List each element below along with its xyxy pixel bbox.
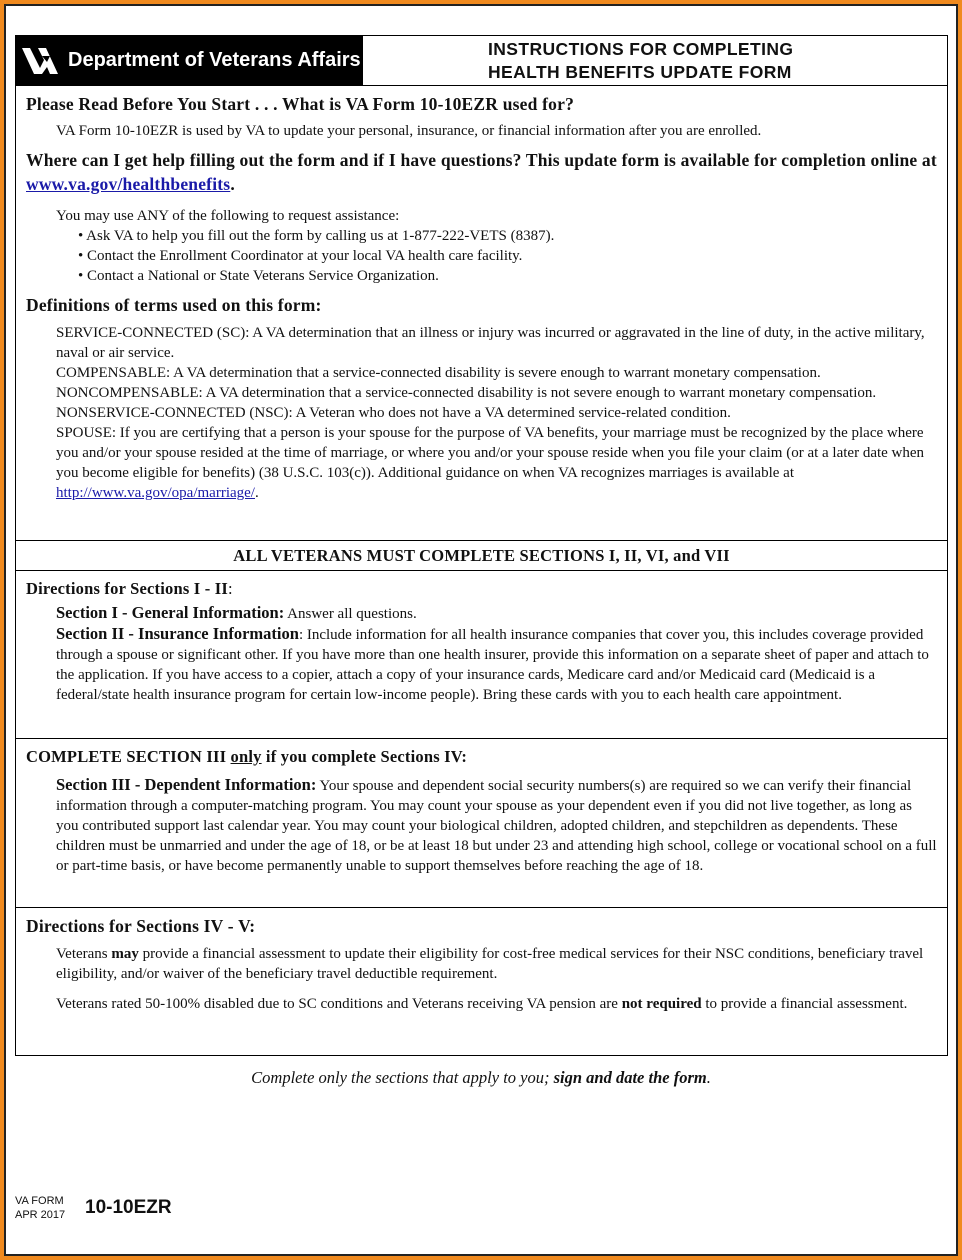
instructions-form (15, 35, 948, 1056)
va-brand (16, 36, 363, 85)
section-1-label: Section I - General Information: (56, 603, 285, 622)
sec12-heading-text: Directions for Sections I - II (26, 579, 229, 598)
section-3-text (26, 775, 937, 876)
sec3-heading-only: only (230, 747, 262, 766)
p1a: Veterans (56, 946, 112, 962)
va-logo-icon (20, 44, 60, 78)
help-bullet: • Contact the Enrollment Coordinator at your local VA health care facility. (78, 248, 523, 264)
section-3-desc: Your spouse and dependent social security numbers(s) are required so we can verify their financial information through a computer-matching program. You may count your spouse as your dependent even if you did not live together, as long as you contributed support last calendar year. You may count your biological children, adopted children, and stepchildren as dependents. These children must be unmarried and under the age of 18, or be at least 18 but under 23 and attending high school, college or vocational school on a full or part-time basis, or have become permanently unable to support themselves before reaching the age of 18. (56, 778, 937, 874)
form-header (16, 36, 947, 86)
note-c: . (706, 1068, 711, 1087)
intro-text: VA Form 10-10EZR is used by VA to update your personal, insurance, or financial information after you are enrolled. (56, 123, 762, 139)
sec45-para-1 (26, 944, 937, 984)
form-title (363, 36, 947, 85)
definition-sc: SERVICE-CONNECTED (SC): A VA determination that an illness or injury was incurred or aggravated in the line of duty, in the active military, naval or air service. (56, 325, 925, 361)
section-1-desc: Answer all questions. (284, 606, 417, 622)
section-3-label: Section III - Dependent Information: (56, 775, 317, 794)
definitions-heading: Definitions of terms used on this form: (26, 295, 322, 315)
p2c: to provide a financial assessment. (701, 996, 908, 1012)
sec3-heading (26, 745, 937, 769)
sections-1-2 (16, 571, 947, 739)
section-2-text (26, 624, 937, 705)
intro-heading: Please Read Before You Start . . . What is VA Form 10-10EZR used for? (26, 94, 575, 114)
note-b: sign and date the form (553, 1068, 707, 1087)
org-name: Department of Veterans Affairs (68, 49, 361, 71)
marriage-link[interactable]: http://www.va.gov/opa/marriage/ (56, 485, 255, 501)
sections-4-5 (16, 908, 947, 1022)
help-bullet: • Ask VA to help you fill out the form by calling us at 1-877-222-VETS (8387). (78, 228, 555, 244)
form-date: APR 2017 (15, 1209, 66, 1221)
help-heading (26, 148, 937, 196)
footer-note (0, 1068, 962, 1088)
banner (16, 541, 947, 571)
definition-noncompensable: NONCOMPENSABLE: A VA determination that a service-connected disability is not severe enough to warrant monetary compensation. (56, 385, 877, 401)
help-period: . (230, 174, 235, 194)
definition-nsc: NONSERVICE-CONNECTED (NSC): A Veteran who does not have a VA determined service-related condition. (56, 405, 731, 421)
spouse-text: SPOUSE: If you are certifying that a person is your spouse for the purpose of VA benefits, your marriage must be recognized by the place where you and/or your spouse resided at the time of marriage, or where you and/or your spouse reside when you file your claim (or at a later date when you become eligible for benefits) (38 U.S.C. 103(c)). Additional guidance on when VA recognizes marriages is available at (56, 425, 925, 481)
spouse-end: . (254, 485, 259, 501)
note-a: Complete only the sections that apply to you; (251, 1068, 554, 1087)
section-2-desc: : Include information for all health insurance companies that cover you, this includes coverage provided through a spouse or significant other. If you have more than one health insurer, provide this information on a separate sheet of paper and attach to the application. If you have access to a copier, attach a copy of your insurance cards, Medicare card and/or Medicaid card (Medicaid is a federal/state health insurance program for certain low-income people). Bring these cards with you to each health care appointment. (56, 627, 929, 703)
p2a: Veterans rated 50-100% disabled due to SC conditions and Veterans receiving VA pension are (56, 996, 622, 1012)
sec12-colon: : (228, 579, 233, 598)
sec3-heading-a: COMPLETE SECTION III (26, 747, 231, 766)
sec45-heading: Directions for Sections IV - V: (26, 916, 256, 936)
definition-spouse (26, 423, 937, 503)
section-1-text (26, 603, 937, 624)
title-line-2: HEALTH BENEFITS UPDATE FORM (488, 62, 792, 82)
section-2-label: Section II - Insurance Information (56, 624, 299, 643)
p1c: provide a financial assessment to update their eligibility for cost-free medical services for their NSC conditions, beneficiary travel eligibility, and/or waiver of the beneficiary travel deductible requirement. (56, 946, 924, 982)
help-heading-text: Where can I get help filling out the form and if I have questions? This update form is available for completion online at (26, 150, 937, 170)
va-form-label: VA FORM (15, 1195, 64, 1207)
intro-section (16, 86, 947, 541)
help-lead: You may use ANY of the following to request assistance: (56, 208, 400, 224)
form-label (15, 1194, 65, 1222)
sec45-para-2 (26, 994, 937, 1014)
title-line-1: INSTRUCTIONS FOR COMPLETING (488, 39, 794, 59)
form-number: 10-10EZR (85, 1197, 172, 1218)
sec3-heading-b: if you complete Sections IV: (261, 747, 468, 766)
healthbenefits-link[interactable]: www.va.gov/healthbenefits (26, 174, 231, 194)
section-3 (16, 739, 947, 908)
help-bullet: • Contact a National or State Veterans Service Organization. (78, 268, 439, 284)
p2b: not required (621, 996, 702, 1012)
banner-text: ALL VETERANS MUST COMPLETE SECTIONS I, II, VI, and VII (233, 546, 730, 565)
sec12-heading (26, 577, 937, 601)
definition-compensable: COMPENSABLE: A VA determination that a service-connected disability is severe enough to warrant monetary compensation. (56, 365, 821, 381)
p1b: may (111, 946, 139, 962)
